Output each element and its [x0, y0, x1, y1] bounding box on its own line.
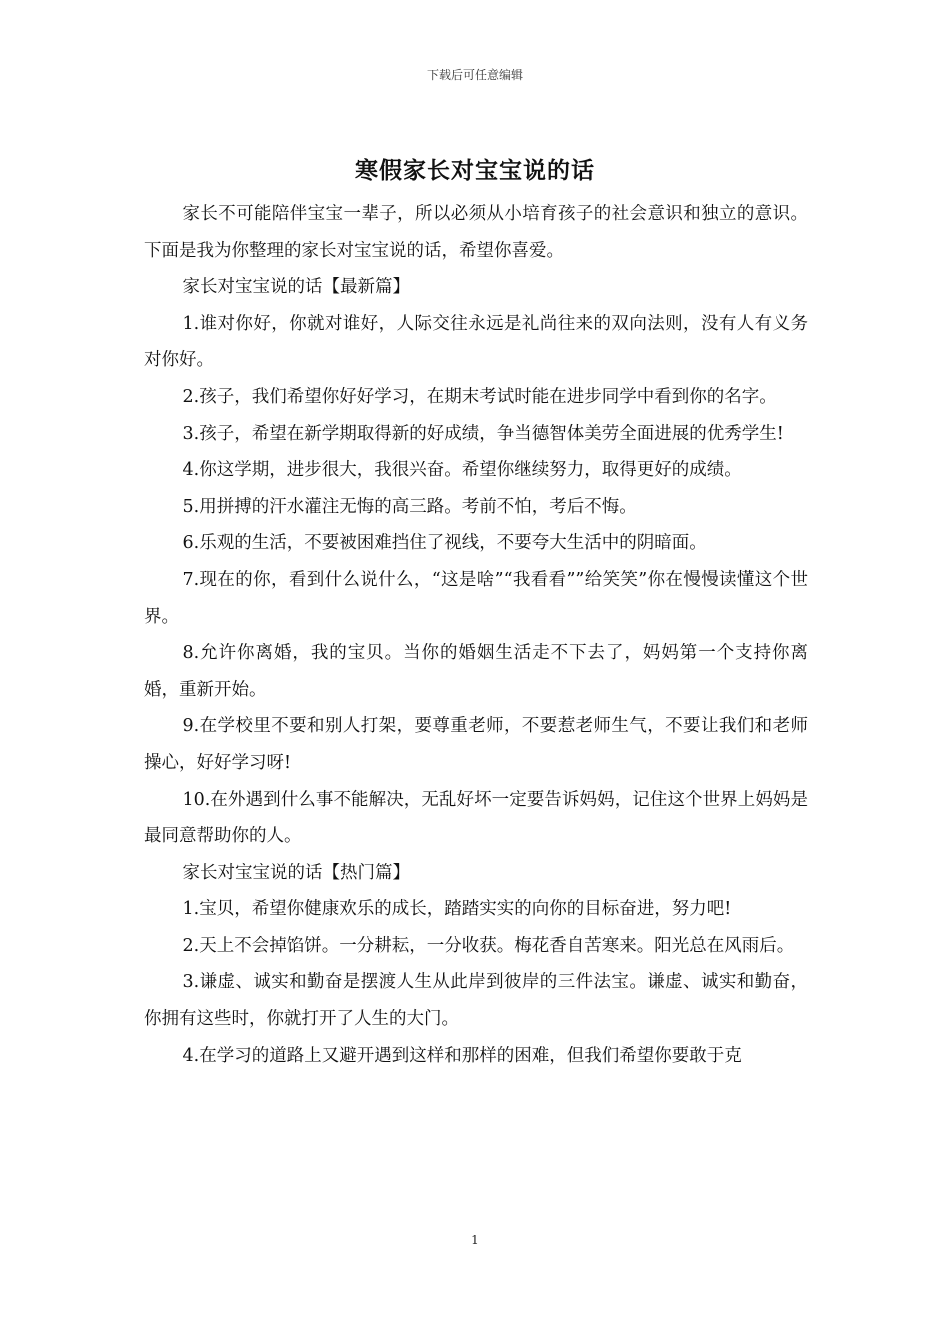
- list-item: 4.你这学期，进步很大，我很兴奋。希望你继续努力，取得更好的成绩。: [182, 460, 742, 481]
- list-item: 3.孩子，希望在新学期取得新的好成绩，争当德智体美劳全面进展的优秀学生!: [182, 423, 784, 444]
- list-item: 10.在外遇到什么事不能解决，无乱好坏一定要告诉妈妈，记住这个世界上妈妈是最同意帮助你的人。: [144, 789, 808, 847]
- list-item: 3.谦虚、诚实和勤奋是摆渡人生从此岸到彼岸的三件法宝。谦虚、诚实和勤奋，你拥有这些时，你就打开了人生的大门。: [144, 972, 808, 1030]
- list-item: 4.在学习的道路上又避开遇到这样和那样的困难，但我们希望你要敢于克: [182, 1045, 742, 1066]
- list-item: 9.在学校里不要和别人打架，要尊重老师，不要惹老师生气，不要让我们和老师操心，好好学习呀!: [144, 716, 808, 773]
- list-item: 1.谁对你好，你就对谁好，人际交往永远是礼尚往来的双向法则，没有人有义务对你好。: [144, 313, 808, 371]
- section-heading-popular: 家长对宝宝说的话【热门篇】: [182, 862, 410, 883]
- document-title: 寒假家长对宝宝说的话: [355, 157, 595, 184]
- list-item: 6.乐观的生活，不要被困难挡住了视线，不要夸大生活中的阴暗面。: [182, 533, 707, 554]
- page-number: 1: [471, 1233, 479, 1247]
- list-item: 2.孩子，我们希望你好好学习，在期末考试时能在进步同学中看到你的名字。: [182, 386, 777, 407]
- document-body: [144, 196, 808, 1074]
- section-heading-latest: 家长对宝宝说的话【最新篇】: [182, 277, 410, 298]
- list-item: 5.用拼搏的汗水灌注无悔的高三路。考前不怕，考后不悔。: [182, 496, 637, 517]
- list-item: 8.允许你离婚，我的宝贝。当你的婚姻生活走不下去了，妈妈第一个支持你离婚，重新开始。: [144, 643, 808, 700]
- list-item: 7.现在的你，看到什么说什么，“这是啥”“我看看””给笑笑”你在慢慢读懂这个世界。: [144, 569, 808, 627]
- intro-paragraph: 家长不可能陪伴宝宝一辈子，所以必须从小培育孩子的社会意识和独立的意识。下面是我为你整理的家长对宝宝说的话，希望你喜爱。: [144, 204, 808, 261]
- page-header-note: 下载后可任意编辑: [426, 68, 523, 82]
- list-item: 1.宝贝，希望你健康欢乐的成长，踏踏实实的向你的目标奋进，努力吧!: [182, 899, 732, 920]
- list-item: 2.天上不会掉馅饼。一分耕耘，一分收获。梅花香自苦寒来。阳光总在风雨后。: [182, 935, 795, 956]
